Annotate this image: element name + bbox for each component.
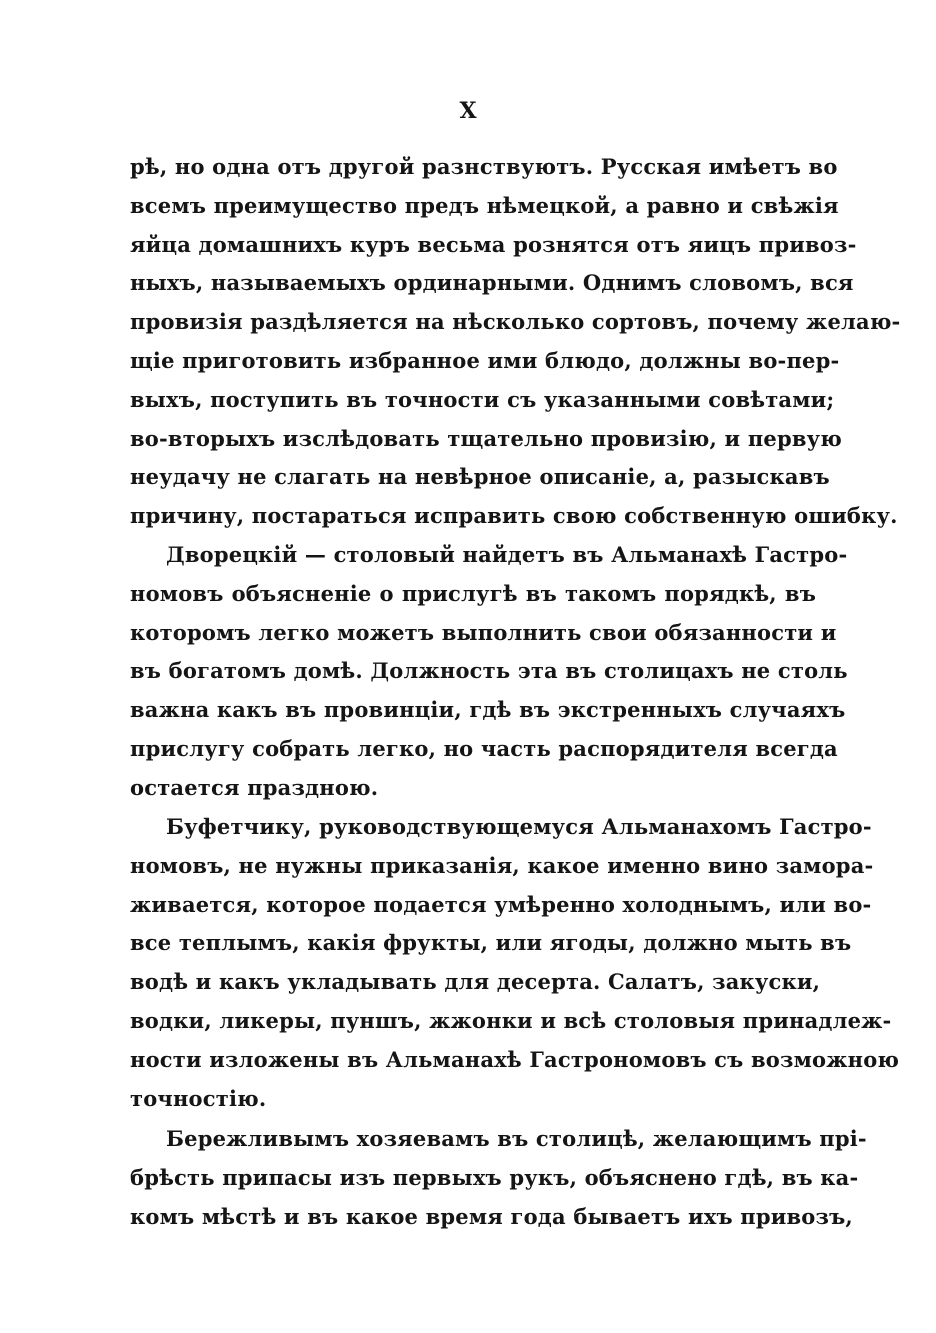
- paragraph-2: [130, 536, 848, 808]
- text-line: выхъ, поступить въ точности съ указанными совѣтами;: [130, 386, 835, 412]
- text-line: номовъ объясненіе о прислугѣ въ такомъ порядкѣ, въ: [130, 580, 816, 606]
- text-line: Дворецкій — столовый найдетъ въ Альманахѣ Гастро-: [166, 542, 848, 567]
- text-line: яйца домашнихъ куръ весьма рознятся отъ яицъ привоз-: [130, 231, 857, 257]
- text-line: въ богатомъ домѣ. Должность эта въ столицахъ не столь: [130, 658, 848, 684]
- text-line: во-вторыхъ изслѣдовать тщательно провизію, и первую: [130, 425, 843, 451]
- text-line: неудачу не слагать на невѣрное описаніе, а, разыскавъ: [130, 464, 830, 490]
- text-line: щіе приготовить избранное ими блюдо, должны во-пер-: [130, 347, 840, 373]
- text-line: Бережливымъ хозяевамъ въ столицѣ, желающимъ прі-: [166, 1126, 867, 1151]
- paragraph-3: [130, 808, 900, 1118]
- text-line: которомъ легко можетъ выполнить свои обязанности и: [130, 619, 837, 645]
- page-number: X: [459, 98, 477, 124]
- text-line: рѣ, но одна отъ другой разнствуютъ. Русская имѣетъ во: [130, 154, 838, 179]
- text-line: брѣсть припасы изъ первыхъ рукъ, объяснено гдѣ, въ ка-: [130, 1164, 859, 1190]
- paragraph-1: [130, 148, 901, 536]
- text-line: комъ мѣстѣ и въ какое время года бываетъ ихъ привозъ,: [130, 1203, 853, 1229]
- text-line: причину, постараться исправить свою собственную ошибку.: [130, 503, 898, 529]
- text-line: провизія раздѣляется на нѣсколько сортовъ, почему желаю-: [130, 309, 901, 335]
- text-line: водѣ и какъ укладывать для десерта. Салатъ, закуски,: [130, 969, 821, 995]
- text-line: точностію.: [130, 1085, 267, 1111]
- text-line: всемъ преимущество предъ нѣмецкой, а равно и свѣжія: [130, 192, 839, 218]
- text-line: живается, которое подается умѣренно холоднымъ, или во-: [130, 891, 872, 917]
- text-line: Буфетчику, руководствующемуся Альманахомъ Гастро-: [166, 814, 872, 839]
- text-line: все теплымъ, какія фрукты, или ягоды, должно мыть въ: [130, 930, 852, 956]
- text-line: прислугу собрать легко, но часть распорядителя всегда: [130, 735, 838, 761]
- text-line: номовъ, не нужны приказанія, какое именно вино замора-: [130, 852, 874, 878]
- paragraph-4: [130, 1120, 867, 1236]
- text-line: остается праздною.: [130, 774, 379, 800]
- text-line: водки, ликеры, пуншъ, жжонки и всѣ столовыя принадлеж-: [130, 1007, 892, 1033]
- text-line: важна какъ въ провинціи, гдѣ въ экстренныхъ случаяхъ: [130, 697, 846, 723]
- text-line: ныхъ, называемыхъ ординарными. Однимъ словомъ, вся: [130, 270, 854, 296]
- text-line: ности изложены въ Альманахѣ Гастрономовъ съ возможною: [130, 1046, 900, 1072]
